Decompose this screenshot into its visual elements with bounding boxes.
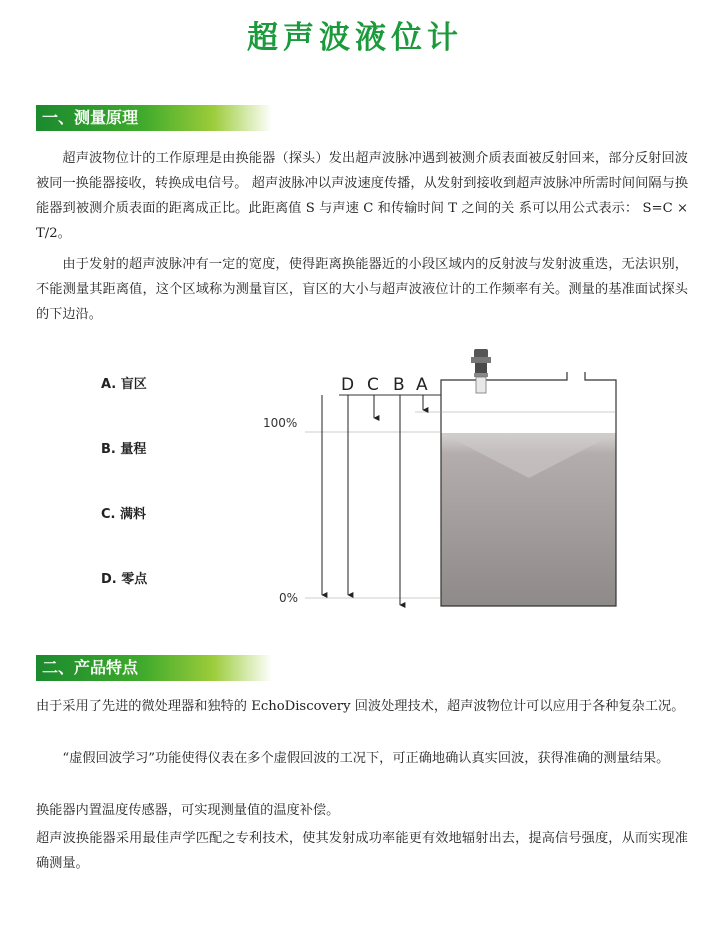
features-paragraph-2: “虚假回波学习”功能使得仪表在多个虚假回波的工况下，可正确地确认真实回波，获得准确的测量结果。 bbox=[62, 751, 670, 766]
section-heading-measuring-principle: 一、测量原理 bbox=[36, 105, 272, 131]
letter-d: D bbox=[341, 375, 355, 395]
letter-b: B bbox=[393, 375, 405, 395]
legend-full-level: C. 满料 bbox=[101, 507, 147, 522]
features-paragraph-3: 换能器内置温度传感器，可实现测量值的温度补偿。 bbox=[36, 803, 340, 818]
features-paragraph-1: 由于采用了先进的微处理器和独特的 EchoDiscovery 回波处理技术，超声波物位计可以应用于各种复杂工况。 bbox=[36, 699, 685, 714]
letter-c: C bbox=[367, 375, 379, 395]
principle-paragraph-2: 由于发射的超声波脉冲有一定的宽度，使得距离换能器近的小段区域内的反射波与发射波重迭，无法识别，不能测量其距离值，这个区域称为测量盲区，盲区的大小与超声波液位计的工作频率有关。测量的基准面试探头的下边沿。 bbox=[36, 257, 688, 322]
legend-blind-zone: A. 盲区 bbox=[101, 377, 147, 392]
label-0-percent: 0% bbox=[279, 591, 299, 605]
ultrasonic-sensor-icon bbox=[471, 349, 491, 393]
legend-zero-point: D. 零点 bbox=[101, 572, 148, 587]
principle-paragraph-1: 超声波物位计的工作原理是由换能器（探头）发出超声波脉冲遇到被测介质表面被反射回来，部分反射回波被同一换能器接收，转换成电信号。 超声波脉冲以声波速度传播，从发射到接收到超声波脉冲所需时间间隔与换 能器到被测介质表面的距离成正比。此距离值 S 与声速 C 和传输时间 T 之间的关 系可以用公式表示： S=C × T/2。 bbox=[36, 151, 688, 241]
features-paragraph-4: 超声波换能器采用最佳声学匹配之专利技术，使其发射成功率能更有效地辐射出去，提高信号强度，从而实现准确测量。 bbox=[36, 831, 688, 871]
tank-liquid bbox=[441, 433, 616, 606]
section-heading-product-features: 二、产品特点 bbox=[36, 655, 272, 681]
label-100-percent: 100% bbox=[263, 416, 298, 430]
page-title: 超声波液位计 bbox=[247, 20, 463, 56]
letter-a: A bbox=[416, 375, 428, 395]
tank-outline bbox=[441, 372, 616, 606]
legend-range: B. 量程 bbox=[101, 442, 147, 457]
